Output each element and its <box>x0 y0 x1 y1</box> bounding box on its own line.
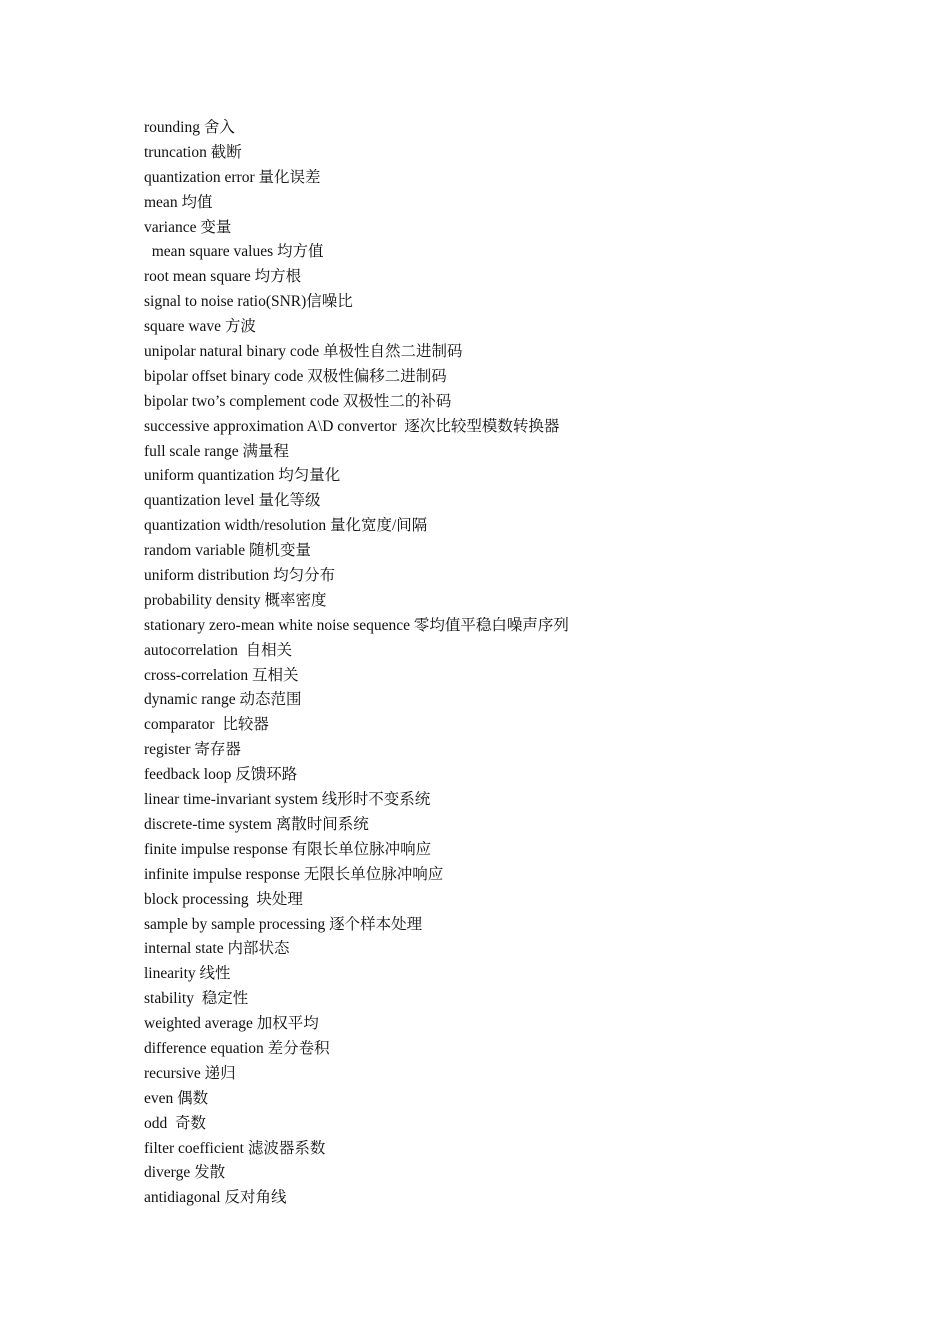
glossary-entry: uniform quantization 均匀量化 <box>144 467 341 485</box>
glossary-entry: autocorrelation 自相关 <box>144 641 293 659</box>
glossary-entry: comparator 比较器 <box>144 716 269 734</box>
glossary-entry: uniform distribution 均匀分布 <box>144 567 336 585</box>
glossary-entry: filter coefficient 滤波器系数 <box>144 1139 326 1157</box>
glossary-entry: truncation 截断 <box>144 143 242 161</box>
glossary-entry: random variable 随机变量 <box>144 542 312 560</box>
glossary-entry: stability 稳定性 <box>144 990 249 1008</box>
glossary-entry: recursive 递归 <box>144 1064 236 1082</box>
glossary-entry: stationary zero-mean white noise sequence 零均值平稳白噪声序列 <box>144 616 569 634</box>
glossary-entry: cross-correlation 互相关 <box>144 666 299 684</box>
glossary-entry: antidiagonal 反对角线 <box>144 1189 287 1207</box>
glossary-entry: linearity 线性 <box>144 965 231 983</box>
glossary-entry: weighted average 加权平均 <box>144 1015 319 1033</box>
glossary-entry: mean 均值 <box>144 193 213 211</box>
glossary-entry: mean square values 均方值 <box>144 243 324 261</box>
glossary-entry: even 偶数 <box>144 1089 209 1107</box>
glossary-entry: block processing 块处理 <box>144 890 303 908</box>
glossary-entry: finite impulse response 有限长单位脉冲响应 <box>144 840 432 858</box>
glossary-entry: successive approximation A\D convertor 逐次比较型模数转换器 <box>144 417 560 435</box>
glossary-entry: probability density 概率密度 <box>144 591 327 609</box>
glossary-entry: infinite impulse response 无限长单位脉冲响应 <box>144 865 444 883</box>
glossary-entry: dynamic range 动态范围 <box>144 691 302 709</box>
glossary-entry: bipolar two’s complement code 双极性二的补码 <box>144 392 452 410</box>
glossary-entry: root mean square 均方根 <box>144 268 302 286</box>
glossary-entry: linear time-invariant system 线形时不变系统 <box>144 791 431 809</box>
glossary-entry: full scale range 满量程 <box>144 442 290 460</box>
glossary-entry: discrete-time system 离散时间系统 <box>144 815 369 833</box>
glossary-entry: square wave 方波 <box>144 318 256 336</box>
glossary-entry: odd 奇数 <box>144 1114 207 1132</box>
glossary-entry: unipolar natural binary code 单极性自然二进制码 <box>144 343 463 361</box>
glossary-entry: sample by sample processing 逐个样本处理 <box>144 915 423 933</box>
glossary-entry: difference equation 差分卷积 <box>144 1039 330 1057</box>
glossary-entry: quantization width/resolution 量化宽度/间隔 <box>144 517 428 535</box>
glossary-entry: bipolar offset binary code 双极性偏移二进制码 <box>144 367 447 385</box>
glossary-entry: internal state 内部状态 <box>144 940 290 958</box>
glossary-entry: diverge 发散 <box>144 1164 226 1182</box>
glossary-list <box>144 116 569 1211</box>
glossary-entry: quantization level 量化等级 <box>144 492 321 510</box>
glossary-entry: variance 变量 <box>144 218 232 236</box>
glossary-entry: feedback loop 反馈环路 <box>144 766 298 784</box>
glossary-entry: rounding 舍入 <box>144 119 235 136</box>
glossary-entry: signal to noise ratio(SNR)信噪比 <box>144 293 353 311</box>
glossary-entry: register 寄存器 <box>144 741 241 759</box>
glossary-entry: quantization error 量化误差 <box>144 168 321 186</box>
